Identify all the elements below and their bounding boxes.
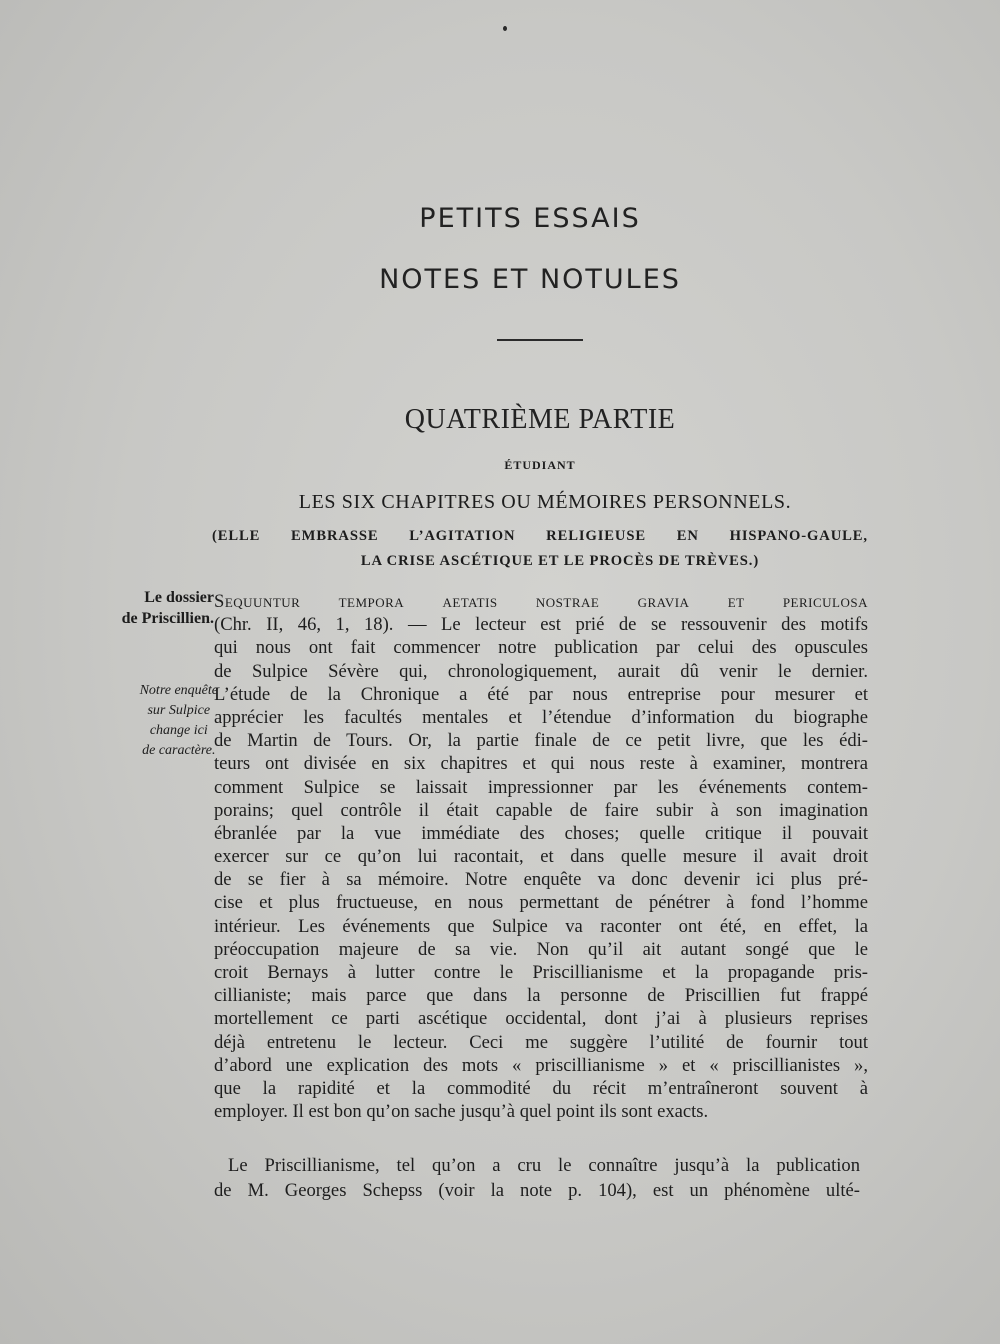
paragraph-1-line: ébranlée par la vue immédiate des choses; quelle critique il pouvait (214, 822, 868, 844)
paragraph-1-line: de Sulpice Sévère qui, chronologiquement, aurait dû venir le dernier. (214, 660, 868, 682)
margin-note-enquete-line-3: change ici (149, 723, 208, 738)
chapters-heading: LES SIX CHAPITRES OU MÉMOIRES PERSONNELS. (298, 491, 792, 513)
margin-note-enquete-line-2: sur Sulpice (147, 703, 211, 718)
paragraph-1-line: (Chr. II, 46, 1, 18). — Le lecteur est prié de se ressouvenir des motifs (214, 614, 868, 636)
paragraph-1-line: cillianiste; mais parce que dans la personne de Priscillien fut frappé (214, 985, 868, 1007)
paragraph-1-line: déjà entretenu le lecteur. Ceci me suggère l’utilité de fournir tout (214, 1031, 868, 1053)
paragraph-1-line: d’abord une explication des mots « priscillianisme » et « priscillianistes », (214, 1054, 868, 1076)
paragraph-2-line: de M. Georges Schepss (voir la note p. 104), est un phénomène ulté- (214, 1180, 860, 1201)
paragraph-1-line: intérieur. Les événements que Sulpice va raconter ont été, en effet, la (214, 915, 868, 937)
studying-label: ÉTUDIANT (504, 458, 576, 472)
paragraph-1-line: que la rapidité et la commodité du récit m’entraîneront souvent à (214, 1077, 868, 1099)
page-title: PETITS ESSAIS (419, 203, 641, 234)
paragraph-1-line: porains; quel contrôle il était capable de faire subir à son imagination (214, 799, 868, 821)
paragraph-1-line: comment Sulpice se laissait impressionner par les événements contem- (214, 776, 868, 798)
paragraph-1-line: qui nous ont fait commencer notre publication par celui des opuscules (214, 637, 868, 659)
paragraph-1-line: préoccupation majeure de sa vie. Non qu’il ait autant songé que le (214, 938, 868, 960)
paragraph-1-line: croit Bernays à lutter contre le Priscillianisme et la propagande pris- (214, 962, 868, 983)
paragraph-2 (214, 1153, 860, 1203)
margin-note-enquete-line-1: Notre enquête (139, 683, 218, 698)
page-subtitle: NOTES ET NOTULES (379, 264, 681, 295)
paragraph-1-line: L’étude de la Chronique a été par nous entreprise pour mesurer et (214, 683, 868, 705)
margin-note-dossier-line-1: Le dossier (144, 589, 214, 606)
margin-note-enquete-line-4: de caractère. (142, 743, 216, 758)
paragraph-2-line: Le Priscillianisme, tel qu’on a cru le connaître jusqu’à la publication (228, 1155, 860, 1176)
paragraph-1-line: de Martin de Tours. Or, la partie finale de ce petit livre, que les édi- (214, 730, 868, 752)
margin-note-dossier-line-2: de Priscillien. (121, 610, 214, 627)
paragraph-1-line: mortellement ce parti ascétique occidental, dont j’ai à plusieurs reprises (214, 1008, 868, 1030)
paragraph-1-line: exercer sur ce qu’on lui racontait, et dans quelle mesure il avait droit (214, 846, 868, 868)
paragraph-1-line: cise et plus fructueuse, en nous permettant de pénétrer à fond l’homme (214, 892, 868, 914)
paragraph-1-line: de se fier à sa mémoire. Notre enquête va donc devenir ici plus pré- (214, 869, 868, 891)
paragraph-1-lead: Sequuntur tempora aetatis nostrae gravia et periculosa (214, 591, 868, 612)
part-heading: QUATRIÈME PARTIE (404, 404, 676, 435)
scope-note-line-1: (ELLE EMBRASSE L’AGITATION RELIGIEUSE EN HISPANO-GAULE, (212, 528, 868, 544)
paragraph-1-line: apprécier les facultés mentales et l’étendue d’information du biographe (214, 706, 868, 728)
title-divider (497, 339, 583, 341)
ink-speck (503, 26, 507, 31)
paragraph-1 (214, 590, 868, 1123)
paragraph-1-line: employer. Il est bon qu’on sache jusqu’à quel point ils sont exacts. (214, 1101, 709, 1123)
paragraph-1-line: teurs ont divisée en six chapitres et qui nous reste à examiner, montrera (214, 753, 868, 775)
scope-note-line-2: LA CRISE ASCÉTIQUE ET LE PROCÈS DE TRÈVES.) (360, 553, 760, 569)
margin-note-dossier (122, 587, 214, 629)
margin-note-enquete (140, 681, 218, 761)
